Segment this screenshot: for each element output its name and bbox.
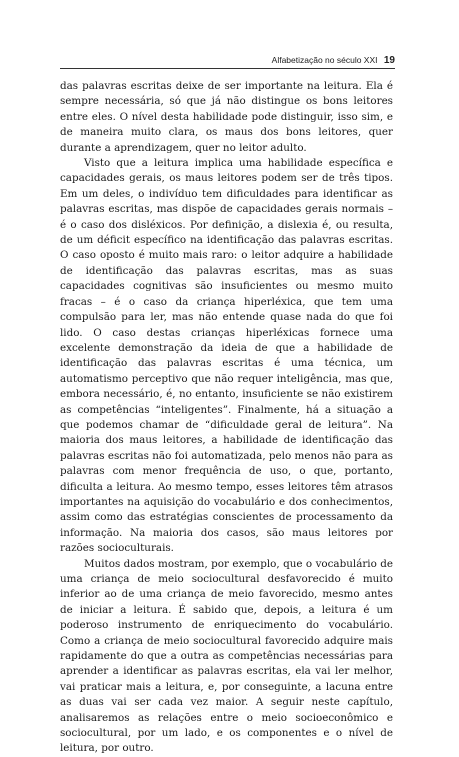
paragraph: das palavras escritas deixe de ser importante na leitura. Ela é sempre necessária, só que já não distingue os bons leitores entre eles. O nível desta habilidade pode distinguir, isso sim, e de maneira muito clara, os maus dos bons leitores, quer durante a aprendizagem, quer no leitor adulto. bbox=[60, 80, 393, 154]
paragraph: Muitos dados mostram, por exemplo, que o vocabulário de uma criança de meio sociocultural desfavorecido é muito inferior ao de uma criança de meio favorecido, mesmo antes de iniciar a leitura. É sabido que, depois, a leitura é um poderoso instrumento de enriquecimento do vocabulário. Como a criança de meio sociocultural favorecido adquire mais rapidamente do que a outra as competências necessárias para aprender a identificar as palavras escritas, ela vai ler melhor, vai praticar mais a leitura, e, por conseguinte, a lacuna entre as duas vai ser cada vez maior. A seguir neste capítulo, analisaremos as relações entre o meio socioeconômico e sociocultural, por um lado, e os componentes e o nível de leitura, por outro. bbox=[60, 557, 393, 755]
running-title: Alfabetização no século XXI bbox=[271, 55, 378, 65]
body-text bbox=[60, 79, 393, 757]
running-header bbox=[60, 55, 395, 69]
paragraph: Visto que a leitura implica uma habilidade específica e capacidades gerais, os maus leitores podem ser de três tipos. Em um deles, o indivíduo tem dificuldades para identificar as palavras escritas, mas dispõe de capacidades gerais normais – é o caso dos disléxicos. Por definição, a dislexia é, ou resulta, de um déficit específico na identificação das palavras escritas. O caso oposto é muito mais raro: o leitor adquire a habilidade de identificação das palavras escritas, mas as suas capacidades cognitivas são insuficientes ou mesmo muito fracas – é o caso da criança hiperléxica, que tem uma compulsão para ler, mas não entende quase nada do que foi lido. O caso destas crianças hiperléxicas fornece uma excelente demonstração da ideia de que a habilidade de identificação das palavras escritas é uma técnica, um automatismo perceptivo que não requer inteligência, mas que, embora necessário, é, no entanto, insuficiente se não existirem as competências “inteligentes”. Finalmente, há a situação a que podemos chamar de “dificuldade geral de leitura”. Na maioria dos maus leitores, a habilidade de identificação das palavras escritas não foi automatizada, pelo menos não para as palavras com menor frequência de uso, o que, portanto, dificulta a leitura. Ao mesmo tempo, esses leitores têm atrasos importantes na aquisição do vocabulário e dos conhecimentos, assim como das estratégias conscientes de processamento da informação. Na maioria dos casos, são maus leitores por razões socioculturais. bbox=[60, 157, 393, 555]
page-number: 19 bbox=[383, 55, 395, 66]
